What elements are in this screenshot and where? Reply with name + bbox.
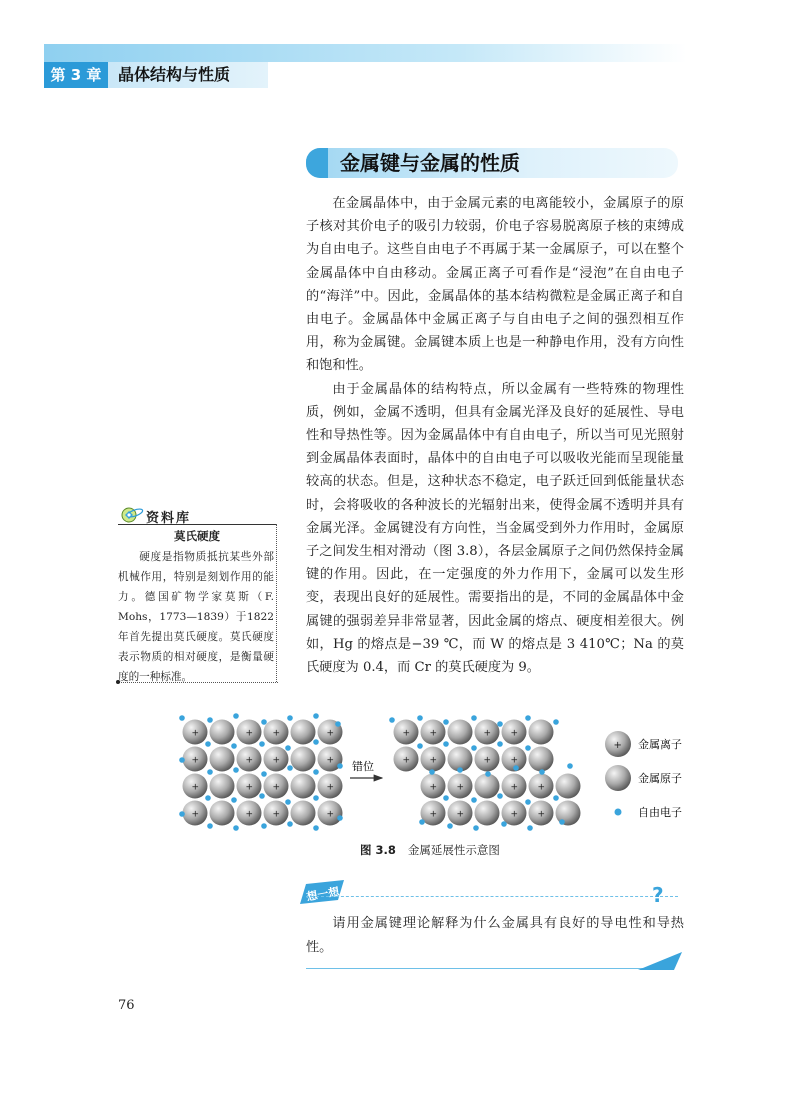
electron-dot [233,825,239,831]
electron-dot [525,745,531,751]
plus-sign: + [272,728,281,739]
arrow-label: 错位 [352,760,374,773]
plus-sign: + [510,782,519,793]
chapter-title: 晶体结构与性质 [118,65,231,84]
metal-atom [291,720,316,745]
legend-atom-symbol [605,765,631,791]
legend-label: 金属离子 [638,738,682,751]
plus-sign: + [613,740,622,751]
plus-sign: + [429,728,438,739]
electron-dot [485,771,491,777]
page-number: 76 [118,998,135,1013]
electron-dot [313,739,319,745]
plus-sign: + [245,809,254,820]
legend-label: 金属原子 [638,772,682,785]
metal-atom [291,747,316,772]
electron-dot [231,743,237,749]
electron-dot [259,741,265,747]
metal-atom [291,801,316,826]
paragraph: 在金属晶体中，由于金属元素的电离能较小，金属原子的原子核对其价电子的吸引力较弱，价电子容易脱离原子核的束缚成为自由电子。这些自由电子不再属于某一金属原子，可以在整个金属晶体中自由移动。金属正离子可看作是“浸泡”在自由电子的“海洋”中。因此，金属晶体的基本结构微粒是金属正离子和自由电子。金属晶体中金属正离子与自由电子之间的强烈相互作用，称为金属键。金属键本质上也是一种静电作用，没有方向性和饱和性。 [306,196,684,374]
sidebar-paragraph: 硬度是指物质抵抗某些外部机械作用，特别是刻划作用的能力。德国矿物学家莫斯（F. Mohs，1773—1839）于1822年首先提出莫氏硬度。莫氏硬度表示物质的相对硬度，是衡量硬度的一种标准。 [118,551,274,683]
electron-dot [313,825,319,831]
electron-dot [337,815,343,821]
metal-atom [210,801,235,826]
sidebar-text [118,547,274,687]
plus-sign: + [456,782,465,793]
caption-number: 图 3.8 [360,843,396,857]
electron-dot [337,763,343,769]
plus-sign: + [191,755,200,766]
metal-atom [210,720,235,745]
section-title: 金属键与金属的性质 [340,151,520,175]
electron-dot [259,793,265,799]
legend-label: 自由电子 [638,806,682,819]
electron-dot [261,771,267,777]
divider [306,896,678,897]
metal-atom [475,774,500,799]
electron-dot [231,797,237,803]
plus-sign: + [326,728,335,739]
electron-dot [205,795,211,801]
think-badge-label: 想一想 [305,885,341,904]
plus-sign: + [272,809,281,820]
metal-atom [448,720,473,745]
electron-dot [261,823,267,829]
electron-dot [429,769,435,775]
plus-sign: + [429,782,438,793]
divider [118,524,276,525]
header-band [44,44,800,62]
legend [605,731,682,819]
electron-dot [513,765,519,771]
electron-dot [389,717,395,723]
electron-dot [261,719,267,725]
plus-sign: + [456,809,465,820]
electron-dot [417,715,423,721]
electron-dot [179,715,185,721]
electron-dot [525,715,531,721]
electron-dot [419,819,425,825]
plus-sign: + [537,782,546,793]
electron-dot [525,799,531,805]
sidebar-subtitle: 莫氏硬度 [174,529,220,543]
electron-dot [559,819,565,825]
electron-dot [287,821,293,827]
plus-sign: + [402,755,411,766]
electron-dot [285,745,291,751]
electron-dot [497,793,503,799]
electron-dot [179,811,185,817]
sidebar-label: 资料库 [146,511,192,526]
electron-dot [207,769,213,775]
electron-dot [539,769,545,775]
metal-atom [475,801,500,826]
plus-sign: + [191,809,200,820]
body-text [306,192,684,679]
plus-sign: + [483,755,492,766]
question-icon [650,882,674,912]
electron-dot [471,745,477,751]
electron-dot [497,721,503,727]
electron-dot [285,799,291,805]
section-title-cap [306,148,328,178]
plus-sign: + [483,728,492,739]
metal-atom [529,720,554,745]
legend-electron-symbol [615,809,622,816]
chapter-label: 第 3 章 [44,62,108,88]
metal-atom [529,747,554,772]
electron-dot [313,769,319,775]
plus-sign: + [326,809,335,820]
electron-dot [233,767,239,773]
paragraph: 由于金属晶体的结构特点，所以金属有一些特殊的物理性质，例如，金属不透明，但具有金属光泽及良好的延展性、导电性和导热性等。因为金属晶体中有自由电子，所以当可见光照射到金属晶体表面时，晶体中的自由电子可以吸收光能而呈现能量较高的状态。但是，这种状态不稳定，电子跃迁回到低能量状态时，会将吸收的各种波长的光辐射出来，使得金属不透明并具有金属光泽。金属键没有方向性，当金属受到外力作用时，金属原子之间发生相对滑动（图 3.8），各层金属原子之间仍然保持金属键的作用。因此，在一定强度的外力作用下，金属可以发生形变，表现出良好的延展性。需要指出的是，不同的金属晶体中金属键的强弱差异非常显著，因此金属的熔点、硬度相差很大。例如，Hg 的熔点是−39 ℃，而 W 的熔点是 3 410℃；Na 的莫氏硬度为 0.4，而 Cr 的莫氏硬度为 9。 [306,381,684,676]
electron-dot [313,795,319,801]
metal-atom [210,774,235,799]
electron-dot [207,717,213,723]
figure-caption [360,842,500,858]
caption-text: 金属延展性示意图 [407,843,500,857]
plus-sign: + [326,782,335,793]
electron-dot [567,763,573,769]
electron-dot [443,795,449,801]
divider [276,524,277,682]
corner-triangle [636,950,684,976]
plus-sign: + [272,782,281,793]
electron-dot [527,825,533,831]
electron-dot [473,825,479,831]
electron-dot [501,821,507,827]
plus-sign: + [429,755,438,766]
plus-sign: + [510,755,519,766]
electron-dot [179,757,185,763]
plus-sign: + [191,782,200,793]
plus-sign: + [272,755,281,766]
metal-atom [210,747,235,772]
electron-dot [443,741,449,747]
svg-text:?: ? [652,883,664,907]
electron-dot [233,713,239,719]
electron-dot [471,797,477,803]
think-question [306,912,684,960]
electron-dot [335,721,341,727]
figure-3-8 [170,710,710,838]
plus-sign: + [429,809,438,820]
electron-dot [205,741,211,747]
electron-dot [553,719,559,725]
metal-atom [556,774,581,799]
electron-dot [287,715,293,721]
electron-dot [443,719,449,725]
electron-dot [417,743,423,749]
electron-dot [497,741,503,747]
metal-atom [291,774,316,799]
plus-sign: + [245,755,254,766]
plus-sign: + [510,728,519,739]
divider [306,968,646,969]
electron-dot [313,713,319,719]
plus-sign: + [191,728,200,739]
electron-dot [553,795,559,801]
plus-sign: + [245,782,254,793]
electron-dot [471,715,477,721]
electron-dot [287,765,293,771]
plus-sign: + [402,728,411,739]
electron-dot [207,823,213,829]
plus-sign: + [326,755,335,766]
electron-dot [457,767,463,773]
plus-sign: + [537,809,546,820]
electron-dot [447,823,453,829]
question-text: 请用金属键理论解释为什么金属具有良好的导电性和导热性。 [306,916,684,955]
plus-sign: + [510,809,519,820]
plus-sign: + [245,728,254,739]
